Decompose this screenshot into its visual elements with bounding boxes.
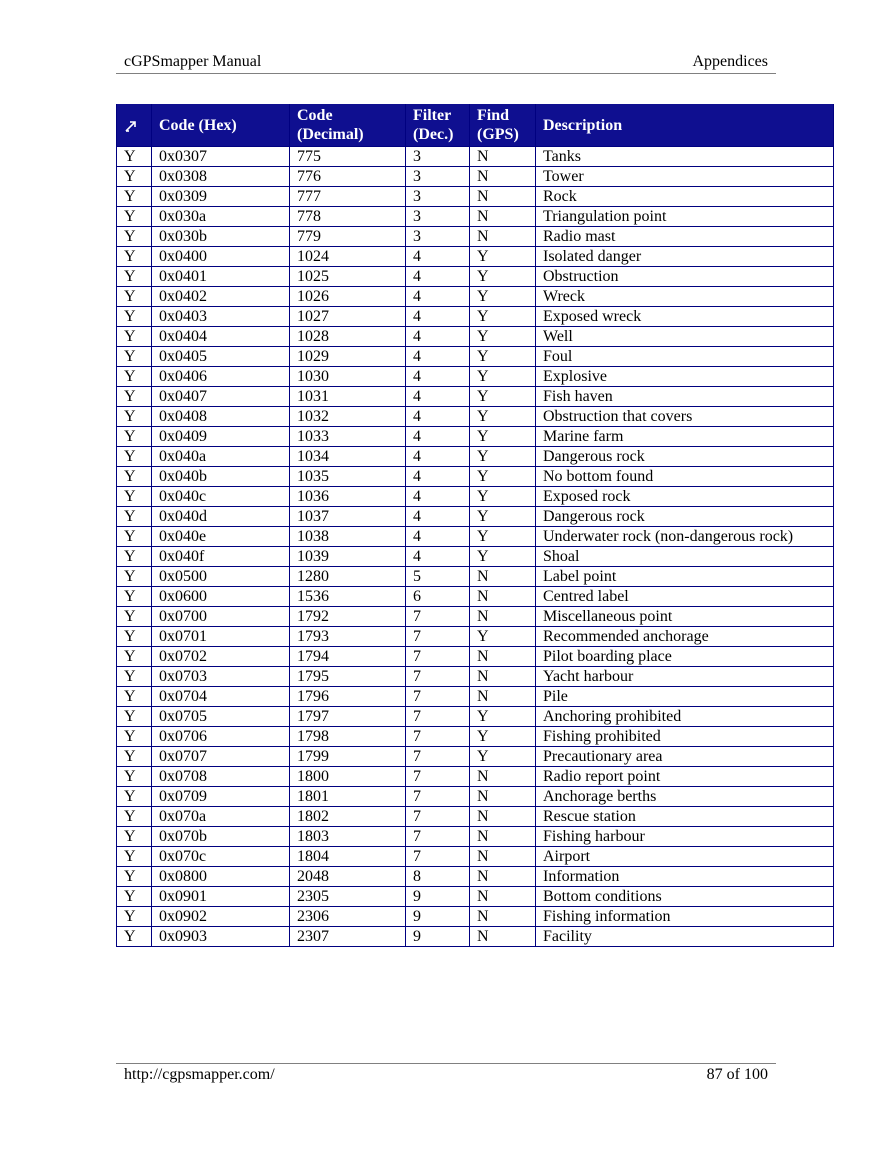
footer-url: http://cgpsmapper.com/ <box>124 1066 275 1083</box>
code-decimal-cell: 777 <box>290 187 406 207</box>
description-cell: Label point <box>536 567 834 587</box>
table-header-row <box>117 104 834 147</box>
code-decimal-cell: 1802 <box>290 807 406 827</box>
table-row <box>117 207 834 227</box>
marine-flag-cell: Y <box>117 367 152 387</box>
find-gps-cell: N <box>470 787 536 807</box>
description-cell: Anchoring prohibited <box>536 707 834 727</box>
filter-cell: 3 <box>406 227 470 247</box>
filter-cell: 7 <box>406 607 470 627</box>
find-gps-cell: N <box>470 907 536 927</box>
find-gps-cell: Y <box>470 547 536 567</box>
code-hex-cell: 0x0702 <box>152 647 290 667</box>
filter-cell: 9 <box>406 907 470 927</box>
filter-cell: 4 <box>406 307 470 327</box>
code-decimal-cell: 1280 <box>290 567 406 587</box>
filter-cell: 6 <box>406 587 470 607</box>
filter-cell: 4 <box>406 367 470 387</box>
filter-cell: 4 <box>406 267 470 287</box>
table-row <box>117 387 834 407</box>
code-hex-cell: 0x0700 <box>152 607 290 627</box>
code-decimal-cell: 1795 <box>290 667 406 687</box>
description-header: Description <box>536 104 834 147</box>
filter-cell: 3 <box>406 147 470 167</box>
find-gps-cell: Y <box>470 747 536 767</box>
table-row <box>117 807 834 827</box>
filter-cell: 7 <box>406 827 470 847</box>
code-decimal-cell: 1031 <box>290 387 406 407</box>
marine-flag-cell: Y <box>117 887 152 907</box>
filter-cell: 3 <box>406 207 470 227</box>
page-header <box>116 51 776 74</box>
marine-flag-cell: Y <box>117 347 152 367</box>
code-hex-cell: 0x0705 <box>152 707 290 727</box>
code-decimal-cell: 1792 <box>290 607 406 627</box>
description-cell: Well <box>536 327 834 347</box>
table-row <box>117 427 834 447</box>
find-gps-cell: N <box>470 847 536 867</box>
description-cell: Bottom conditions <box>536 887 834 907</box>
marine-flag-cell: Y <box>117 247 152 267</box>
code-decimal-header: Code (Decimal) <box>290 104 406 147</box>
table-row <box>117 587 834 607</box>
description-cell: Isolated danger <box>536 247 834 267</box>
marine-flag-cell: Y <box>117 587 152 607</box>
marine-flag-cell: Y <box>117 627 152 647</box>
description-cell: Centred label <box>536 587 834 607</box>
code-hex-cell: 0x0405 <box>152 347 290 367</box>
marine-flag-cell: Y <box>117 667 152 687</box>
find-gps-header: Find (GPS) <box>470 104 536 147</box>
table-row <box>117 607 834 627</box>
code-decimal-cell: 1797 <box>290 707 406 727</box>
filter-cell: 7 <box>406 767 470 787</box>
description-cell: Wreck <box>536 287 834 307</box>
page-number: 87 of 100 <box>706 1066 768 1083</box>
filter-cell: 7 <box>406 647 470 667</box>
code-hex-cell: 0x0704 <box>152 687 290 707</box>
code-hex-cell: 0x0307 <box>152 147 290 167</box>
find-gps-cell: N <box>470 827 536 847</box>
code-hex-cell: 0x0406 <box>152 367 290 387</box>
code-hex-header: Code (Hex) <box>152 104 290 147</box>
table-row <box>117 447 834 467</box>
code-decimal-cell: 1796 <box>290 687 406 707</box>
find-gps-cell: N <box>470 227 536 247</box>
filter-cell: 4 <box>406 287 470 307</box>
code-hex-cell: 0x040c <box>152 487 290 507</box>
marine-flag-cell: Y <box>117 447 152 467</box>
description-cell: Rock <box>536 187 834 207</box>
filter-cell: 4 <box>406 527 470 547</box>
marine-flag-cell: Y <box>117 607 152 627</box>
filter-cell: 4 <box>406 447 470 467</box>
find-gps-cell: Y <box>470 307 536 327</box>
code-decimal-cell: 1804 <box>290 847 406 867</box>
code-hex-cell: 0x040d <box>152 507 290 527</box>
description-cell: Fish haven <box>536 387 834 407</box>
code-hex-cell: 0x040e <box>152 527 290 547</box>
description-cell: Obstruction that covers <box>536 407 834 427</box>
marine-flag-cell: Y <box>117 867 152 887</box>
description-cell: Underwater rock (non-dangerous rock) <box>536 527 834 547</box>
marine-flag-cell: Y <box>117 507 152 527</box>
code-hex-cell: 0x0309 <box>152 187 290 207</box>
find-gps-cell: Y <box>470 287 536 307</box>
marine-flag-cell: Y <box>117 227 152 247</box>
code-decimal-cell: 2305 <box>290 887 406 907</box>
table-row <box>117 787 834 807</box>
marine-flag-cell: Y <box>117 467 152 487</box>
table-row <box>117 547 834 567</box>
description-cell: Miscellaneous point <box>536 607 834 627</box>
table-row <box>117 287 834 307</box>
description-cell: Pilot boarding place <box>536 647 834 667</box>
code-hex-cell: 0x070c <box>152 847 290 867</box>
description-cell: Fishing harbour <box>536 827 834 847</box>
marine-flag-cell: Y <box>117 747 152 767</box>
code-hex-cell: 0x070b <box>152 827 290 847</box>
filter-cell: 4 <box>406 407 470 427</box>
find-gps-cell: N <box>470 687 536 707</box>
code-hex-cell: 0x0408 <box>152 407 290 427</box>
code-decimal-cell: 1798 <box>290 727 406 747</box>
filter-cell: 4 <box>406 347 470 367</box>
code-decimal-cell: 1032 <box>290 407 406 427</box>
marine-flag-cell: Y <box>117 567 152 587</box>
marine-flag-cell: Y <box>117 687 152 707</box>
marine-flag-cell: Y <box>117 787 152 807</box>
code-decimal-cell: 1034 <box>290 447 406 467</box>
marine-flag-cell: Y <box>117 187 152 207</box>
find-gps-cell: N <box>470 207 536 227</box>
filter-header: Filter (Dec.) <box>406 104 470 147</box>
find-gps-cell: Y <box>470 347 536 367</box>
filter-cell: 5 <box>406 567 470 587</box>
table-row <box>117 247 834 267</box>
filter-cell: 4 <box>406 487 470 507</box>
filter-cell: 9 <box>406 927 470 947</box>
table-row <box>117 367 834 387</box>
table-row <box>117 187 834 207</box>
find-gps-cell: N <box>470 147 536 167</box>
description-cell: Fishing information <box>536 907 834 927</box>
filter-cell: 4 <box>406 387 470 407</box>
table-row <box>117 707 834 727</box>
marine-flag-cell: Y <box>117 207 152 227</box>
description-cell: Dangerous rock <box>536 507 834 527</box>
code-hex-cell: 0x0403 <box>152 307 290 327</box>
description-cell: Precautionary area <box>536 747 834 767</box>
find-gps-cell: N <box>470 867 536 887</box>
code-decimal-cell: 2307 <box>290 927 406 947</box>
find-gps-cell: N <box>470 567 536 587</box>
table-row <box>117 767 834 787</box>
table-row <box>117 927 834 947</box>
find-gps-cell: Y <box>470 727 536 747</box>
code-decimal-cell: 1536 <box>290 587 406 607</box>
code-hex-cell: 0x0308 <box>152 167 290 187</box>
table-row <box>117 647 834 667</box>
code-hex-cell: 0x040a <box>152 447 290 467</box>
marine-flag-cell: Y <box>117 767 152 787</box>
table-row <box>117 727 834 747</box>
marine-flag-cell: Y <box>117 907 152 927</box>
code-hex-cell: 0x0600 <box>152 587 290 607</box>
filter-cell: 9 <box>406 887 470 907</box>
marine-flag-cell: Y <box>117 307 152 327</box>
code-hex-cell: 0x0402 <box>152 287 290 307</box>
code-hex-cell: 0x0407 <box>152 387 290 407</box>
table-row <box>117 627 834 647</box>
find-gps-cell: N <box>470 167 536 187</box>
find-gps-cell: Y <box>470 427 536 447</box>
code-decimal-cell: 779 <box>290 227 406 247</box>
description-cell: Radio report point <box>536 767 834 787</box>
find-gps-cell: Y <box>470 267 536 287</box>
find-gps-cell: Y <box>470 467 536 487</box>
code-decimal-cell: 1794 <box>290 647 406 667</box>
find-gps-cell: Y <box>470 407 536 427</box>
table-row <box>117 167 834 187</box>
table-row <box>117 267 834 287</box>
find-gps-cell: Y <box>470 487 536 507</box>
find-gps-cell: N <box>470 647 536 667</box>
find-gps-cell: Y <box>470 367 536 387</box>
filter-cell: 4 <box>406 327 470 347</box>
description-cell: Recommended anchorage <box>536 627 834 647</box>
description-cell: Foul <box>536 347 834 367</box>
table-row <box>117 487 834 507</box>
code-decimal-cell: 1026 <box>290 287 406 307</box>
find-gps-cell: Y <box>470 507 536 527</box>
table-row <box>117 507 834 527</box>
description-cell: Pile <box>536 687 834 707</box>
filter-cell: 4 <box>406 547 470 567</box>
table-body <box>117 147 834 947</box>
table-row <box>117 847 834 867</box>
table-row <box>117 147 834 167</box>
filter-cell: 4 <box>406 247 470 267</box>
table-row <box>117 527 834 547</box>
find-gps-cell: N <box>470 607 536 627</box>
find-gps-cell: N <box>470 767 536 787</box>
filter-cell: 7 <box>406 727 470 747</box>
code-hex-cell: 0x030b <box>152 227 290 247</box>
code-hex-cell: 0x0902 <box>152 907 290 927</box>
code-decimal-cell: 1038 <box>290 527 406 547</box>
description-cell: Marine farm <box>536 427 834 447</box>
find-gps-cell: N <box>470 927 536 947</box>
marine-flag-cell: Y <box>117 827 152 847</box>
find-gps-cell: N <box>470 887 536 907</box>
filter-cell: 4 <box>406 467 470 487</box>
marine-flag-cell: Y <box>117 327 152 347</box>
description-cell: Airport <box>536 847 834 867</box>
code-decimal-cell: 1030 <box>290 367 406 387</box>
description-cell: No bottom found <box>536 467 834 487</box>
marker-arrow-icon <box>124 119 138 133</box>
marine-flag-cell: Y <box>117 427 152 447</box>
marine-flag-cell: Y <box>117 167 152 187</box>
description-cell: Fishing prohibited <box>536 727 834 747</box>
code-hex-cell: 0x0709 <box>152 787 290 807</box>
code-decimal-cell: 776 <box>290 167 406 187</box>
filter-cell: 7 <box>406 687 470 707</box>
code-decimal-cell: 2306 <box>290 907 406 927</box>
marine-flag-cell: Y <box>117 647 152 667</box>
code-hex-cell: 0x0401 <box>152 267 290 287</box>
description-cell: Information <box>536 867 834 887</box>
point-type-codes-table <box>116 104 834 947</box>
code-decimal-cell: 1024 <box>290 247 406 267</box>
code-decimal-cell: 1035 <box>290 467 406 487</box>
code-hex-cell: 0x0703 <box>152 667 290 687</box>
description-cell: Rescue station <box>536 807 834 827</box>
marine-flag-cell: Y <box>117 407 152 427</box>
description-cell: Explosive <box>536 367 834 387</box>
description-cell: Anchorage berths <box>536 787 834 807</box>
code-hex-cell: 0x0404 <box>152 327 290 347</box>
code-decimal-cell: 1800 <box>290 767 406 787</box>
code-hex-cell: 0x040b <box>152 467 290 487</box>
description-cell: Shoal <box>536 547 834 567</box>
find-gps-cell: Y <box>470 387 536 407</box>
table-row <box>117 327 834 347</box>
filter-cell: 7 <box>406 667 470 687</box>
code-hex-cell: 0x0500 <box>152 567 290 587</box>
code-hex-cell: 0x0409 <box>152 427 290 447</box>
find-gps-cell: N <box>470 667 536 687</box>
marine-flag-cell: Y <box>117 267 152 287</box>
code-hex-cell: 0x0400 <box>152 247 290 267</box>
table-row <box>117 887 834 907</box>
code-decimal-cell: 1793 <box>290 627 406 647</box>
find-gps-cell: Y <box>470 447 536 467</box>
filter-cell: 3 <box>406 187 470 207</box>
filter-cell: 8 <box>406 867 470 887</box>
description-cell: Triangulation point <box>536 207 834 227</box>
table-row <box>117 827 834 847</box>
table-row <box>117 907 834 927</box>
marine-flag-cell: Y <box>117 727 152 747</box>
code-decimal-cell: 1025 <box>290 267 406 287</box>
marine-flag-cell: Y <box>117 287 152 307</box>
description-cell: Tower <box>536 167 834 187</box>
description-cell: Radio mast <box>536 227 834 247</box>
description-cell: Dangerous rock <box>536 447 834 467</box>
code-hex-cell: 0x0701 <box>152 627 290 647</box>
marine-flag-cell: Y <box>117 487 152 507</box>
find-gps-cell: N <box>470 807 536 827</box>
code-hex-cell: 0x0706 <box>152 727 290 747</box>
find-gps-cell: Y <box>470 327 536 347</box>
table-row <box>117 467 834 487</box>
code-hex-cell: 0x030a <box>152 207 290 227</box>
code-decimal-cell: 1039 <box>290 547 406 567</box>
find-gps-cell: Y <box>470 707 536 727</box>
table-row <box>117 347 834 367</box>
filter-cell: 7 <box>406 847 470 867</box>
table-row <box>117 667 834 687</box>
code-decimal-cell: 1033 <box>290 427 406 447</box>
code-hex-cell: 0x040f <box>152 547 290 567</box>
code-hex-cell: 0x0901 <box>152 887 290 907</box>
code-decimal-cell: 775 <box>290 147 406 167</box>
description-cell: Tanks <box>536 147 834 167</box>
code-decimal-cell: 1799 <box>290 747 406 767</box>
filter-cell: 7 <box>406 747 470 767</box>
page-footer <box>116 1063 776 1088</box>
code-hex-cell: 0x0800 <box>152 867 290 887</box>
description-cell: Exposed wreck <box>536 307 834 327</box>
table-row <box>117 567 834 587</box>
code-decimal-cell: 2048 <box>290 867 406 887</box>
table-row <box>117 307 834 327</box>
manual-title: cGPSmapper Manual <box>124 53 262 70</box>
code-hex-cell: 0x0903 <box>152 927 290 947</box>
code-decimal-cell: 1028 <box>290 327 406 347</box>
description-cell: Yacht harbour <box>536 667 834 687</box>
filter-cell: 7 <box>406 707 470 727</box>
marine-flag-cell: Y <box>117 147 152 167</box>
table-row <box>117 867 834 887</box>
marine-flag-cell: Y <box>117 527 152 547</box>
description-cell: Exposed rock <box>536 487 834 507</box>
marine-column-header <box>117 104 152 147</box>
find-gps-cell: Y <box>470 627 536 647</box>
code-decimal-cell: 1037 <box>290 507 406 527</box>
code-hex-cell: 0x070a <box>152 807 290 827</box>
code-hex-cell: 0x0708 <box>152 767 290 787</box>
code-hex-cell: 0x0707 <box>152 747 290 767</box>
marine-flag-cell: Y <box>117 387 152 407</box>
filter-cell: 7 <box>406 787 470 807</box>
table-row <box>117 747 834 767</box>
find-gps-cell: N <box>470 187 536 207</box>
filter-cell: 4 <box>406 427 470 447</box>
code-decimal-cell: 1801 <box>290 787 406 807</box>
marine-flag-cell: Y <box>117 707 152 727</box>
marine-flag-cell: Y <box>117 927 152 947</box>
find-gps-cell: Y <box>470 527 536 547</box>
description-cell: Obstruction <box>536 267 834 287</box>
marine-flag-cell: Y <box>117 847 152 867</box>
table-row <box>117 407 834 427</box>
code-decimal-cell: 1036 <box>290 487 406 507</box>
code-decimal-cell: 1803 <box>290 827 406 847</box>
marine-flag-cell: Y <box>117 807 152 827</box>
filter-cell: 7 <box>406 807 470 827</box>
find-gps-cell: N <box>470 587 536 607</box>
marine-flag-cell: Y <box>117 547 152 567</box>
code-decimal-cell: 778 <box>290 207 406 227</box>
find-gps-cell: Y <box>470 247 536 267</box>
table-row <box>117 687 834 707</box>
description-cell: Facility <box>536 927 834 947</box>
filter-cell: 3 <box>406 167 470 187</box>
section-title: Appendices <box>692 53 768 70</box>
table-row <box>117 227 834 247</box>
filter-cell: 7 <box>406 627 470 647</box>
filter-cell: 4 <box>406 507 470 527</box>
code-decimal-cell: 1029 <box>290 347 406 367</box>
code-decimal-cell: 1027 <box>290 307 406 327</box>
